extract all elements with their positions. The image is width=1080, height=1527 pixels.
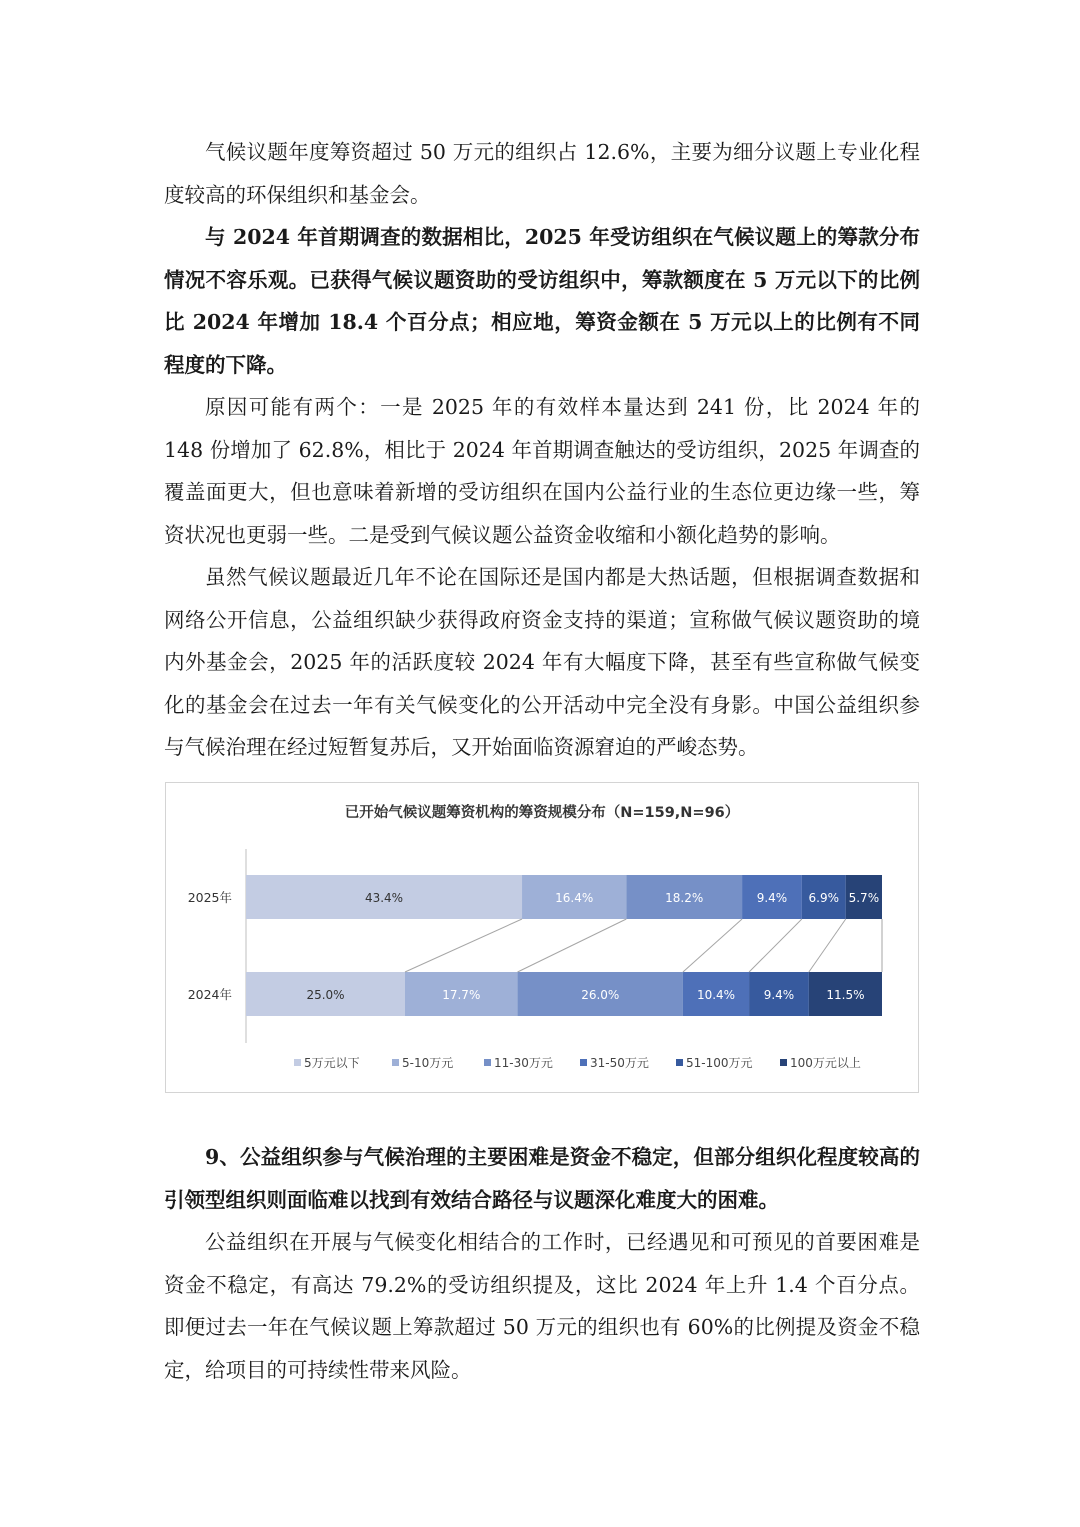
data-label: 26.0% xyxy=(581,988,620,1002)
funding-distribution-chart xyxy=(165,782,919,1093)
legend-swatch xyxy=(780,1059,787,1066)
data-label: 5.7% xyxy=(848,891,880,905)
data-label: 6.9% xyxy=(808,891,840,905)
legend-swatch xyxy=(392,1059,399,1066)
chart-svg xyxy=(166,783,918,1092)
section-9-heading: 9、公益组织参与气候治理的主要困难是资金不稳定，但部分组织化程度较高的引领型组织则面临难以找到有效结合路径与议题深化难度大的困难。 xyxy=(164,1145,920,1212)
series-line xyxy=(518,919,627,972)
data-label: 43.4% xyxy=(364,891,404,905)
data-label: 17.7% xyxy=(442,988,481,1002)
chart-title: 已开始气候议题筹资机构的筹资规模分布（N=159,N=96） xyxy=(344,805,740,821)
paragraph-1: 气候议题年度筹资超过 50 万元的组织占 12.6%，主要为细分议题上专业化程度较高的环保组织和基金会。 xyxy=(164,140,920,207)
legend-label: 5万元以下 xyxy=(304,1056,360,1070)
series-line xyxy=(683,919,742,972)
legend-label: 100万元以上 xyxy=(790,1056,861,1070)
legend-label: 11-30万元 xyxy=(494,1056,553,1070)
legend-label: 51-100万元 xyxy=(686,1056,753,1070)
data-label: 16.4% xyxy=(555,891,594,905)
legend-swatch xyxy=(580,1059,587,1066)
data-label: 11.5% xyxy=(826,988,865,1002)
data-label: 9.4% xyxy=(756,891,788,905)
category-label: 2025年 xyxy=(187,890,232,905)
paragraph-2-bold: 与 2024 年首期调查的数据相比，2025 年受访组织在气候议题上的筹款分布情况不容乐观。已获得气候议题资助的受访组织中，筹款额度在 5 万元以下的比例比 2024 年增加 18.4 个百分点；相应地，筹资金额在 5 万元以上的比例有不同程度的下降。 xyxy=(164,225,920,377)
data-label: 9.4% xyxy=(763,988,795,1002)
paragraph-6: 公益组织在开展与气候变化相结合的工作时，已经遇见和可预见的首要困难是资金不稳定，有高达 79.2%的受访组织提及，这比 2024 年上升 1.4 个百分点。即便过去一年在气候议题上筹款超过 50 万元的组织也有 60%的比例提及资金不稳定，给项目的可持续性带来风险。 xyxy=(164,1230,920,1382)
series-line xyxy=(749,919,802,972)
data-label: 25.0% xyxy=(306,988,345,1002)
legend-swatch xyxy=(676,1059,683,1066)
series-line xyxy=(809,919,846,972)
legend-label: 31-50万元 xyxy=(590,1056,649,1070)
legend-swatch xyxy=(294,1059,301,1066)
legend-label: 5-10万元 xyxy=(402,1056,454,1070)
paragraph-3: 原因可能有两个：一是 2025 年的有效样本量达到 241 份，比 2024 年的 148 份增加了 62.8%，相比于 2024 年首期调查触达的受访组织，2025 年调查的覆盖面更大，但也意味着新增的受访组织在国内公益行业的生态位更边缘一些，筹资状况也更弱一些。二是受到气候议题公益资金收缩和小额化趋势的影响。 xyxy=(164,395,920,547)
legend-swatch xyxy=(484,1059,491,1066)
paragraph-4: 虽然气候议题最近几年不论在国际还是国内都是大热话题，但根据调查数据和网络公开信息，公益组织缺少获得政府资金支持的渠道；宣称做气候议题资助的境内外基金会，2025 年的活跃度较 2024 年有大幅度下降，甚至有些宣称做气候变化的基金会在过去一年有关气候变化的公开活动中完全没有身影。中国公益组织参与气候治理在经过短暂复苏后，又开始面临资源窘迫的严峻态势。 xyxy=(164,565,920,759)
series-line xyxy=(405,919,522,972)
data-label: 18.2% xyxy=(665,891,704,905)
category-label: 2024年 xyxy=(187,987,232,1002)
data-label: 10.4% xyxy=(696,988,736,1002)
